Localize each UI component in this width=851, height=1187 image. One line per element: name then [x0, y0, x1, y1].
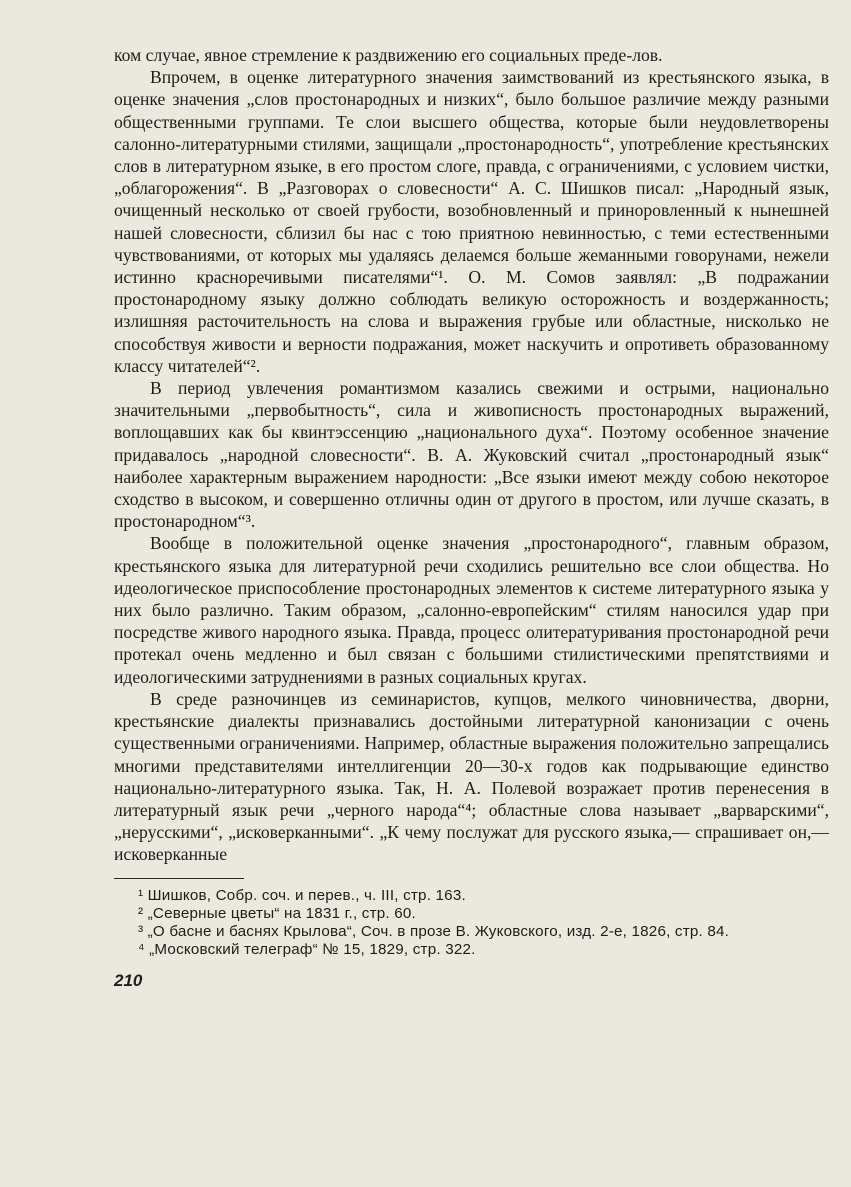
- footnote-3: ³ „О басне и баснях Крылова“, Соч. в прозе В. Жуковского, изд. 2-е, 1826, стр. 84.: [138, 922, 730, 940]
- footnotes: [114, 887, 829, 960]
- paragraph-4: Вообще в положительной оценке значения „простонародного“, главным образом, крестьянского языка для литературной речи сходились решительно все слои общества. Но идеологическое приспособление простонародных элементов к системе литературного языка у них было различно. Таким образом, „салонно-европейским“ стилям наносился удар при посредстве живого народного языка. Правда, процесс олитературивания простонародной речи протекал очень медленно и был связан с большими стилистическими препятствиями и идеологическими затруднениями в разных социальных кругах.: [114, 533, 829, 687]
- page-number: 210: [114, 971, 143, 991]
- footnote-divider: [114, 878, 244, 879]
- paragraph-1: ком случае, явное стремление к раздвижению его социальных преде-лов.: [114, 45, 663, 65]
- body-text: [114, 44, 829, 866]
- footnote-1: ¹ Шишков, Собр. соч. и перев., ч. III, стр. 163.: [138, 886, 466, 904]
- paragraph-5: В среде разночинцев из семинаристов, купцов, мелкого чиновничества, дворни, крестьянские диалекты признавались достойными литературной канонизации с очень существенными ограничениями. Например, областные выражения положительно запрещались многими представителями интеллигенции 20—30-х годов как подрывающие единство национально-литературного языка. Так, Н. А. Полевой возражает против перенесения в литературный язык речи „черного народа“⁴; областные слова называет „варварскими“, „нерусскими“, „исковерканными“. „К чему послужат для русского языка,— спрашивает он,— исковерканные: [114, 688, 829, 865]
- footnote-2: ² „Северные цветы“ на 1831 г., стр. 60.: [138, 904, 416, 922]
- paragraph-3: В период увлечения романтизмом казались свежими и острыми, национально значительными „первобытность“, сила и живописность простонародных выражений, воплощавших как бы квинтэссенцию „национального духа“. Поэтому особенное значение придавалось „народной словесности“. В. А. Жуковский считал „простонародный язык“ наиболее характерным выражением народности: „Все языки имеют между собою некоторое сходство в высоком, и совершенно отличны один от другого в простом, или лучше сказать, в простонародном“³.: [114, 378, 829, 532]
- paragraph-2: Впрочем, в оценке литературного значения заимствований из крестьянского языка, в оценке значения „слов простонародных и низких“, было большое различие между разными общественными группами. Те слои высшего общества, которые были неудовлетворены салонно-литературными стилями, защищали „простонародность“, употребление крестьянских слов в литературном языке, в его простом слоге, правда, с ограничениями, с условием чистки, „облагорожения“. В „Разговорах о словесности“ А. С. Шишков писал: „Народный язык, очищенный несколько от своей грубости, возобновленный и приноровленный к нынешней нашей словесности, сблизил бы нас с тою приятною невинностью, с теми естественными чувствованиями, от которых мы удаляясь делаемся больше жеманными говорунами, нежели истинно красноречивыми писателями“¹. О. М. Сомов заявлял: „В подражании простонародному языку должно соблюдать великую осторожность и воздержанность; излишняя расточительность на слова и выражения грубые или областные, нисколько не способствуя живости и верности подражания, может наскучить и опротиветь образованному классу читателей“².: [114, 67, 829, 376]
- footnote-4: ⁴ „Московский телеграф“ № 15, 1829, стр. 322.: [138, 941, 476, 959]
